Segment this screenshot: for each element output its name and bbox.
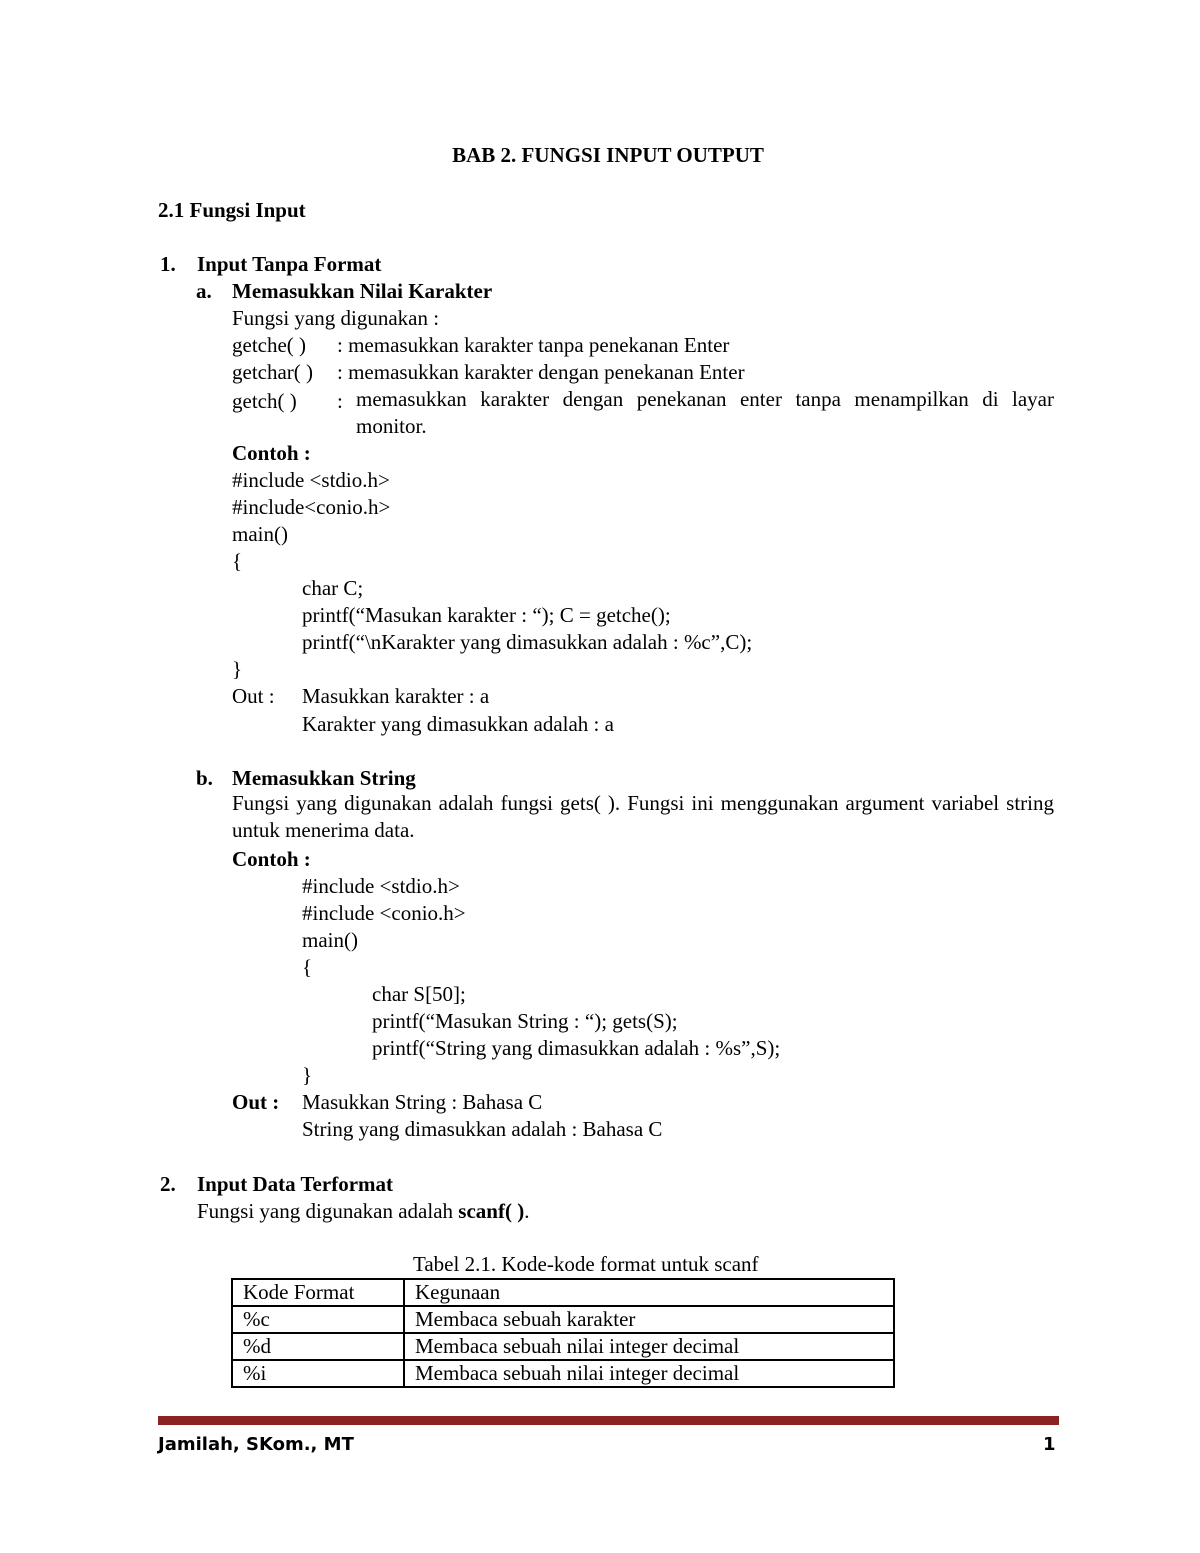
subitem-b-desc: Fungsi yang digunakan adalah fungsi gets( ). Fungsi ini menggunakan argument variabel string untuk menerima data. [232,791,1054,842]
code-line: main() [232,522,288,546]
code-line: char S[50]; [372,982,466,1006]
code-line: char C; [302,576,364,600]
table-cell: %d [232,1333,404,1360]
table-header-cell: Kegunaan [404,1279,894,1306]
output-line: Karakter yang dimasukkan adalah : a [302,712,614,736]
out-label: Out : [232,684,275,708]
subitem-a-intro: Fungsi yang digunakan : [232,306,440,330]
code-line: printf(“\nKarakter yang dimasukkan adalah : %c”,C); [302,630,753,654]
code-line: #include<conio.h> [232,495,391,519]
out-label: Out : [232,1090,280,1114]
code-line: main() [302,928,358,952]
function-name: getche( ) [232,333,307,357]
item-2-desc-end: . [524,1199,530,1223]
table-cell: %c [232,1306,404,1333]
subitem-b-heading: Memasukkan String [232,766,416,790]
table-cell: Membaca sebuah nilai integer decimal [404,1333,894,1360]
code-line: #include <stdio.h> [302,874,460,898]
contoh-label: Contoh : [232,847,311,871]
code-line: { [302,955,313,979]
function-desc: memasukkan karakter dengan penekanan enter tanpa menampilkan di layar monitor. [356,387,1054,438]
item-2-desc-text: Fungsi yang digunakan adalah [197,1199,459,1223]
output-line: String yang dimasukkan adalah : Bahasa C [302,1117,663,1141]
function-colon: : [337,389,343,413]
code-line: } [302,1063,313,1087]
footer-divider [158,1416,1059,1425]
contoh-label: Contoh : [232,441,311,465]
table-cell: Membaca sebuah nilai integer decimal [404,1360,894,1387]
table-header-row [232,1279,894,1306]
code-line: #include <stdio.h> [232,468,390,492]
function-desc: : memasukkan karakter dengan penekanan Enter [337,360,745,384]
table-caption: Tabel 2.1. Kode-kode format untuk scanf [413,1252,759,1276]
function-name: getchar( ) [232,360,314,384]
function-desc: : memasukkan karakter tanpa penekanan Enter [337,333,730,357]
item-2-desc [197,1201,529,1222]
section-heading: 2.1 Fungsi Input [158,198,306,222]
item-1-number: 1. [160,252,176,276]
item-1-heading: Input Tanpa Format [197,252,382,276]
footer-author: Jamilah, SKom., MT [158,1434,354,1455]
code-line: { [232,549,243,573]
page-title: BAB 2. FUNGSI INPUT OUTPUT [452,143,764,167]
table-row [232,1306,894,1333]
item-2-number: 2. [160,1172,176,1196]
code-line: printf(“Masukan karakter : “); C = getche(); [302,603,671,627]
table-row [232,1333,894,1360]
scanf-function: scanf( ) [458,1199,525,1223]
subitem-a-letter: a. [196,279,212,303]
code-line: printf(“Masukan String : “); gets(S); [372,1009,678,1033]
table-header-cell: Kode Format [232,1279,404,1306]
code-line: } [232,657,243,681]
code-line: printf(“String yang dimasukkan adalah : %s”,S); [372,1036,781,1060]
code-line: #include <conio.h> [302,901,466,925]
subitem-a-heading: Memasukkan Nilai Karakter [232,279,493,303]
subitem-b-letter: b. [196,766,213,790]
output-line: Masukkan String : Bahasa C [302,1090,543,1114]
table-cell: Membaca sebuah karakter [404,1306,894,1333]
function-name: getch( ) [232,389,297,413]
item-2-heading: Input Data Terformat [197,1172,394,1196]
page-number: 1 [1043,1434,1056,1455]
output-line: Masukkan karakter : a [302,684,490,708]
table-cell: %i [232,1360,404,1387]
format-codes-table [231,1278,895,1388]
table-row [232,1360,894,1387]
